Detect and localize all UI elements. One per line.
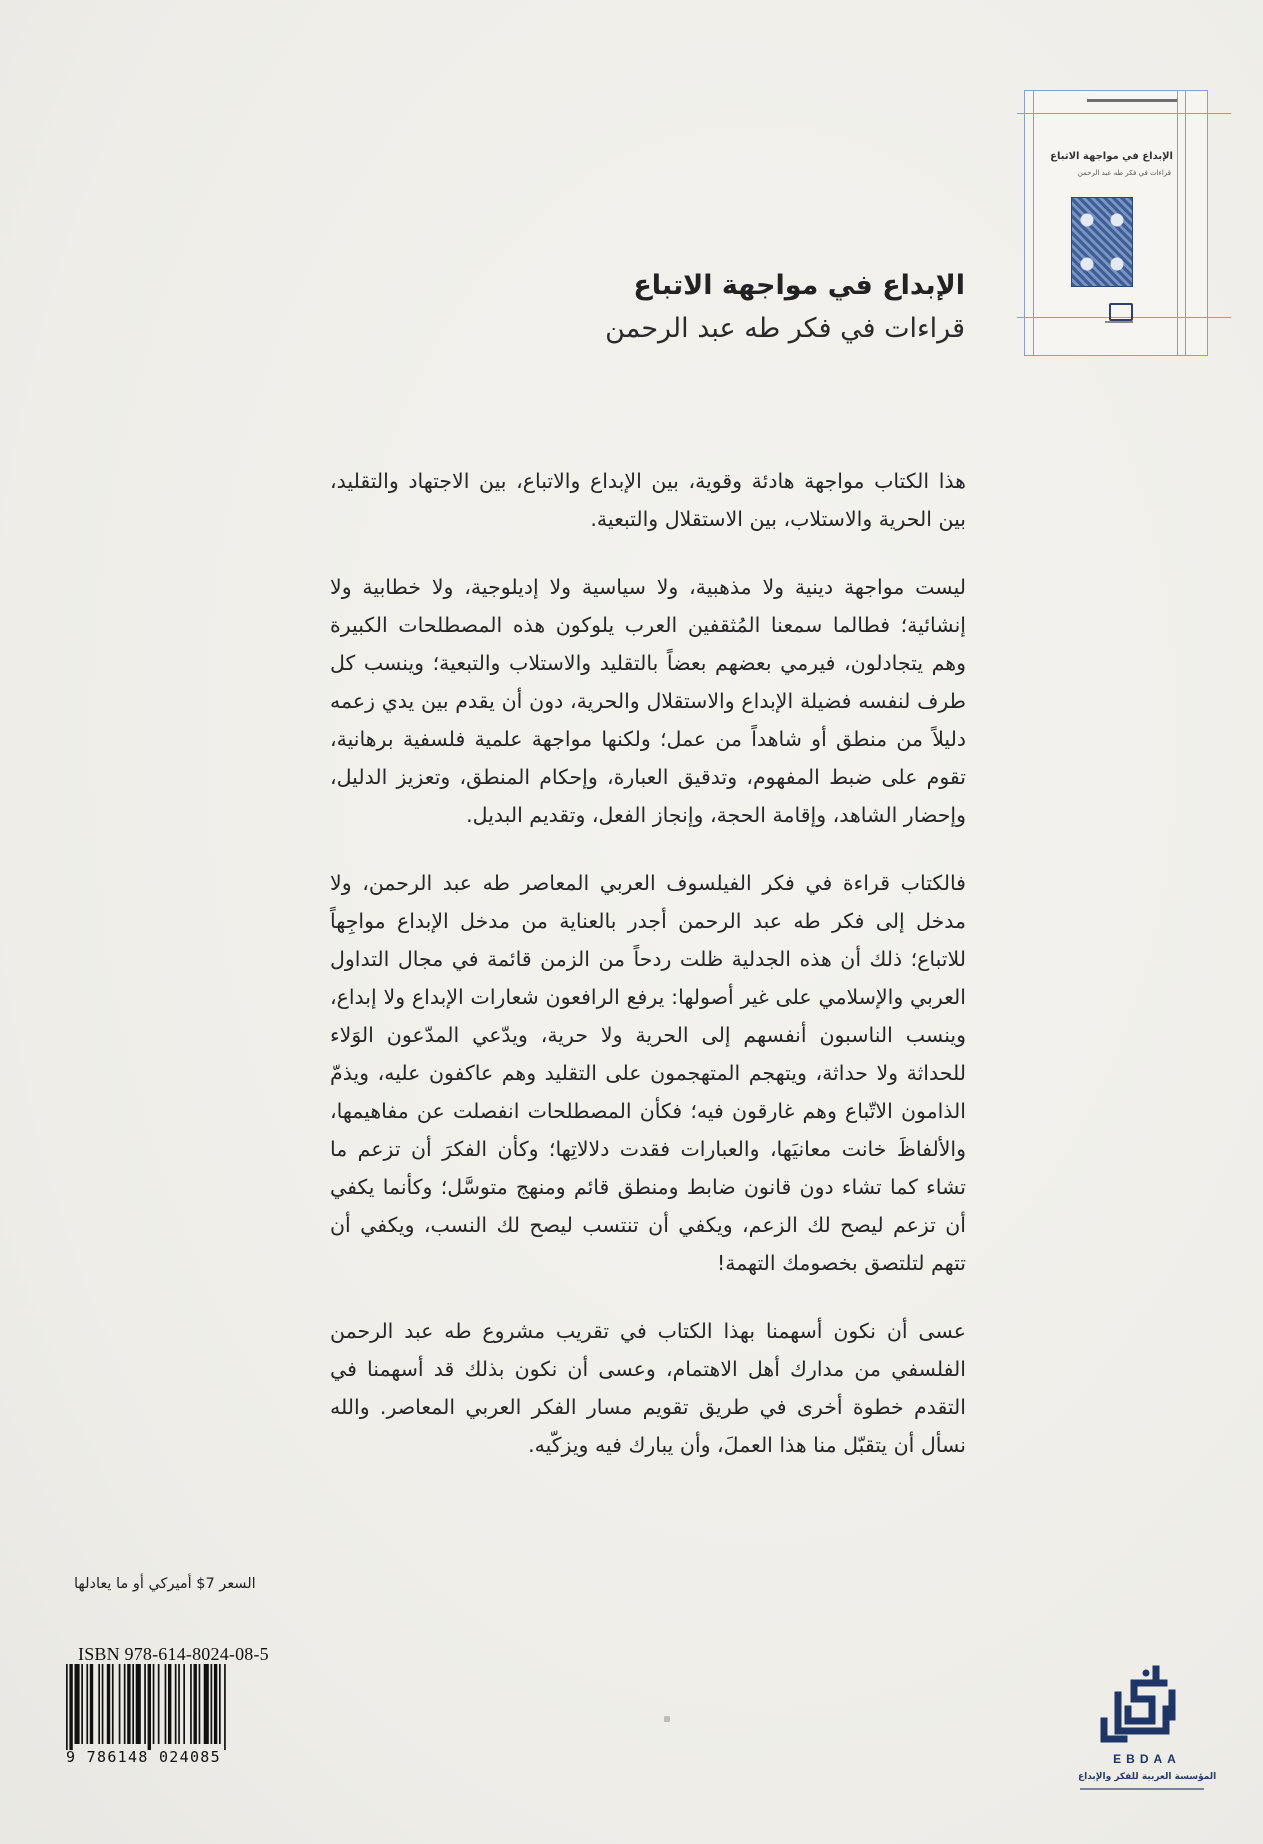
book-heading bbox=[605, 270, 965, 344]
price-label: السعر 7$ أميركي أو ما يعادلها bbox=[74, 1576, 256, 1592]
blurb-paragraph: ليست مواجهة دينية ولا مذهبية، ولا سياسية ولا إديلوجية، ولا خطابية ولا إنشائية؛ فطالما سمعنا المُثقفين العرب يلوكون هذه المصطلحات الكبيرة وهم يتجادلون، فيرمي بعضهم بعضاً بالتقليد والاستلاب والتبعية؛ وينسب كل طرف لنفسه فضيلة الإبداع والاستقلال والحرية، دون أن يقدم بين يدي زعمه دليلاً من منطق أو شاهداً من عمل؛ ولكنها مواجهة علمية فلسفية برهانية، تقوم على ضبط المفهوم، وتدقيق العبارة، وإحكام المنطق، وتعزيز الدليل، وإحضار الشاهد، وإقامة الحجة، وإنجاز الفعل، وتقديم البديل. bbox=[330, 575, 966, 827]
isbn-label: ISBN 978-614-8024-08-5 bbox=[78, 1644, 269, 1664]
barcode-bar bbox=[204, 1664, 209, 1744]
barcode-bar bbox=[219, 1664, 221, 1744]
barcode-bar bbox=[75, 1664, 80, 1744]
thumbnail-logo-icon bbox=[1109, 303, 1133, 321]
barcode-bar bbox=[144, 1664, 146, 1744]
thumbnail-subtitle: قراءات في فكر طه عبد الرحمن bbox=[1077, 169, 1171, 177]
barcode-bar bbox=[175, 1664, 177, 1744]
front-cover-thumbnail bbox=[1024, 90, 1208, 356]
print-mark bbox=[664, 1716, 670, 1722]
barcode-bar bbox=[153, 1664, 155, 1744]
barcode-bar bbox=[158, 1664, 160, 1744]
barcode-bar bbox=[81, 1664, 83, 1744]
book-title: الإبداع في مواجهة الاتباع bbox=[633, 270, 965, 301]
barcode-bar bbox=[119, 1664, 121, 1744]
publisher-name: EBDAA bbox=[1113, 1752, 1181, 1766]
barcode-bar bbox=[183, 1664, 185, 1744]
publisher-logo-icon bbox=[1094, 1665, 1180, 1747]
barcode-bar bbox=[69, 1664, 72, 1750]
barcode-bar bbox=[165, 1664, 167, 1744]
publisher-arabic-name: المؤسسة العربية للفكر والإبداع bbox=[1078, 1772, 1217, 1782]
barcode-bar bbox=[178, 1664, 180, 1744]
barcode-bar bbox=[211, 1664, 213, 1744]
barcode-bar bbox=[98, 1664, 100, 1744]
barcode-bar bbox=[224, 1664, 226, 1750]
blurb-paragraph: عسى أن نكون أسهمنا بهذا الكتاب في تقريب مشروع طه عبد الرحمن الفلسفي من مدارك أهل الاهتمام، وعسى أن نكون بذلك قد أسهمنا في التقدم خطوة أخرى في طريق تقويم مسار الفكر العربي المعاصر. والله نسأل أن يتقبّل منا هذا العملَ، وأن يبارك فيه ويزكّيه. bbox=[330, 1319, 966, 1457]
barcode-bar bbox=[194, 1664, 197, 1744]
thumbnail-author-line bbox=[1087, 99, 1177, 102]
thumbnail-pattern bbox=[1071, 197, 1133, 287]
barcode-bar bbox=[112, 1664, 114, 1744]
blurb-paragraph: هذا الكتاب مواجهة هادئة وقوية، بين الإبداع والاتباع، بين الاجتهاد والتقليد، بين الحرية والاستلاب، بين الاستقلال والتبعية. bbox=[330, 469, 966, 531]
barcode-bar bbox=[214, 1664, 217, 1744]
barcode-bar bbox=[124, 1664, 126, 1744]
barcode-bar bbox=[127, 1664, 130, 1744]
barcode-bar bbox=[66, 1664, 68, 1750]
barcode-bar bbox=[168, 1664, 171, 1744]
barcode bbox=[66, 1664, 284, 1750]
barcode-bar bbox=[132, 1664, 134, 1744]
barcode-bar bbox=[136, 1664, 141, 1744]
barcode-bar bbox=[199, 1664, 201, 1744]
barcode-bar bbox=[86, 1664, 88, 1744]
blurb-paragraph: فالكتاب قراءة في فكر الفيلسوف العربي المعاصر طه عبد الرحمن، ولا مدخل إلى فكر طه عبد الرحمن أجدر بالعناية من مدخل الإبداع مواجِهاً للاتباع؛ ذلك أن هذه الجدلية ظلت ردحاً من الزمن قائمة في مجال التداول العربي والإسلامي على غير أصولها: يرفع الرافعون شعارات الإبداع ولا إبداع، وينسب الناسبون أنفسهم إلى الحرية ولا حرية، ويدّعي المدّعون الوَلاء للحداثة ولا حداثة، ويتهجم المتهجمون على التقليد وهم عاكفون عليه، ويذمّ الذامون الاتّباع وهم غارقون فيه؛ فكأن المصطلحات انفصلت عن مفاهيمها، والألفاظَ خانت معانيَها، والعبارات فقدت دلالاتِها؛ وكأن الفكرَ أن تزعم ما تشاء كما تشاء دون قانون ضابط ومنطق قائم ومنهج متوسَّل؛ وكأنما يكفي أن تزعم ليصح لك الزعم، ويكفي أن تنتسب ليصح لك النسب، ويكفي أن تتهم لتلتصق بخصومك التهمة! bbox=[330, 871, 966, 1275]
barcode-digits: 9 786148 024085 bbox=[66, 1748, 221, 1766]
barcode-bar bbox=[90, 1664, 93, 1744]
barcode-bar bbox=[102, 1664, 104, 1744]
barcode-bar bbox=[107, 1664, 110, 1744]
publisher-english-line bbox=[1080, 1788, 1204, 1790]
book-subtitle: قراءات في فكر طه عبد الرحمن bbox=[605, 313, 965, 344]
barcode-bar bbox=[190, 1664, 192, 1744]
blurb bbox=[330, 462, 966, 1494]
thumbnail-title: الإبداع في مواجهة الاتباع bbox=[1050, 151, 1173, 162]
barcode-bar bbox=[148, 1664, 151, 1750]
